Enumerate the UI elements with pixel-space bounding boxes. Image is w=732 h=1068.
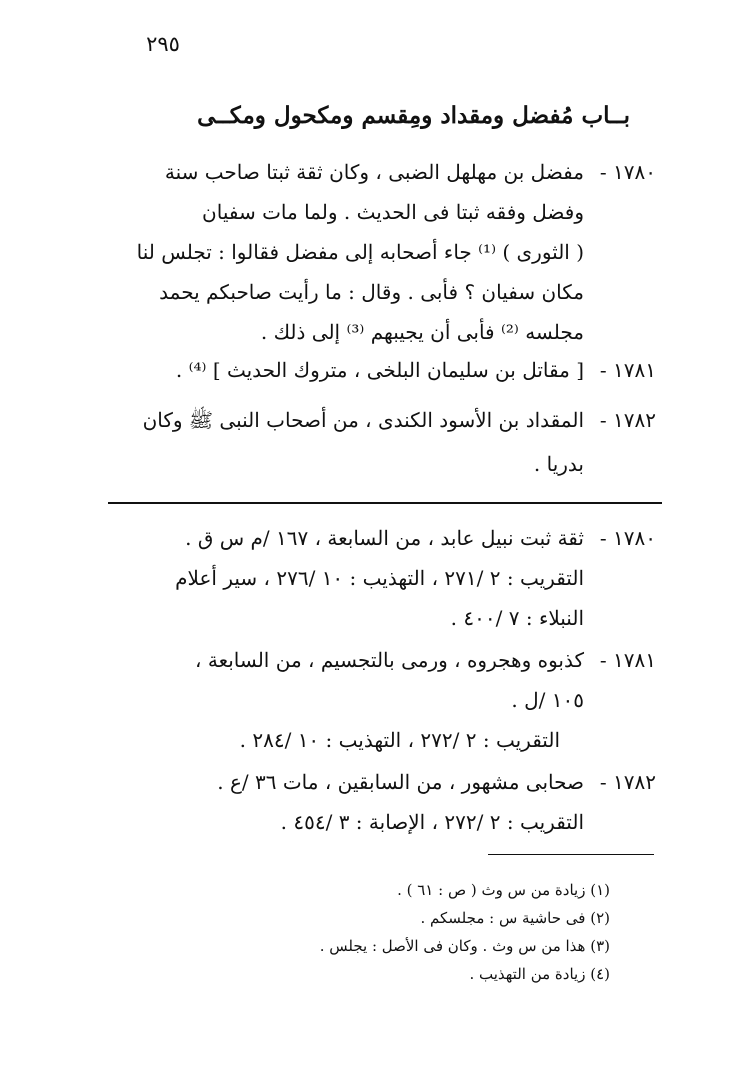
entry-number: ١٧٨٢ - <box>599 408 656 432</box>
biography-entry <box>76 400 656 484</box>
footnote: (٤) زيادة من التهذيب . <box>469 965 610 983</box>
note-text-line: التقريب : ٢ /٢٧٢ ، التهذيب : ١٠ /٢٨٤ . <box>239 728 560 752</box>
annotation-entry <box>76 762 656 842</box>
annotation-entry <box>76 518 656 638</box>
note-text-line: كذبوه وهجروه ، ورمى بالتجسيم ، من السابعة ، <box>195 648 584 672</box>
footnote-divider <box>488 854 654 855</box>
biography-entry <box>76 152 656 352</box>
section-divider <box>108 502 662 504</box>
note-text-line: صحابى مشهور ، من السابقين ، مات ٣٦ /ع . <box>217 770 584 794</box>
entry-text-line: بدريا . <box>533 452 584 476</box>
note-text-line: التقريب : ٢ /٢٧٢ ، الإصابة : ٣ /٤٥٤ . <box>280 810 584 834</box>
note-text-line: ١٠٥ /ل . <box>511 688 584 712</box>
footnote: (٣) هذا من س وث . وكان فى الأصل : يجلس . <box>319 937 610 955</box>
note-number: ١٧٨٠ - <box>599 526 656 550</box>
note-text-line: ثقة ثبت نبيل عابد ، من السابعة ، ١٦٧ /م س ق . <box>185 526 584 550</box>
page-number: ٢٩٥ <box>146 32 180 56</box>
entry-text-line: مفضل بن مهلهل الضبى ، وكان ثقة ثبتا صاحب سنة <box>164 160 584 184</box>
footnote: (٢) فى حاشية س : مجلسكم . <box>420 909 610 927</box>
chapter-title: بــاب مُفضل ومقداد ومِقسم ومكحول ومكــى <box>197 102 630 129</box>
note-number: ١٧٨١ - <box>599 648 656 672</box>
entry-number: ١٧٨٠ - <box>599 160 656 184</box>
entry-text-line: مكان سفيان ؟ فأبى . وقال : ما رأيت صاحبكم يحمد <box>159 280 584 304</box>
entry-text-line: ( الثورى ) ⁽¹⁾ جاء أصحابه إلى مفضل فقالوا : تجلس لنا <box>136 240 584 264</box>
entry-text-line: [ مقاتل بن سليمان البلخى ، متروك الحديث ] ⁽⁴⁾ . <box>175 358 584 382</box>
entry-text-line: وفضل وفقه ثبتا فى الحديث . ولما مات سفيان <box>202 200 584 224</box>
entry-text-line: المقداد بن الأسود الكندى ، من أصحاب النبى ﷺ وكان <box>142 408 584 432</box>
note-text-line: النبلاء : ٧ /٤٠٠ . <box>450 606 584 630</box>
entry-number: ١٧٨١ - <box>599 358 656 382</box>
entry-text-line: مجلسه ⁽²⁾ فأبى أن يجيبهم ⁽³⁾ إلى ذلك . <box>260 320 584 344</box>
biography-entry <box>76 350 656 390</box>
note-number: ١٧٨٢ - <box>599 770 656 794</box>
note-text-line: التقريب : ٢ /٢٧١ ، التهذيب : ١٠ /٢٧٦ ، سير أعلام <box>175 566 584 590</box>
annotation-entry <box>76 640 656 760</box>
footnote: (١) زيادة من س وث ( ص : ٦١ ) . <box>397 881 610 899</box>
